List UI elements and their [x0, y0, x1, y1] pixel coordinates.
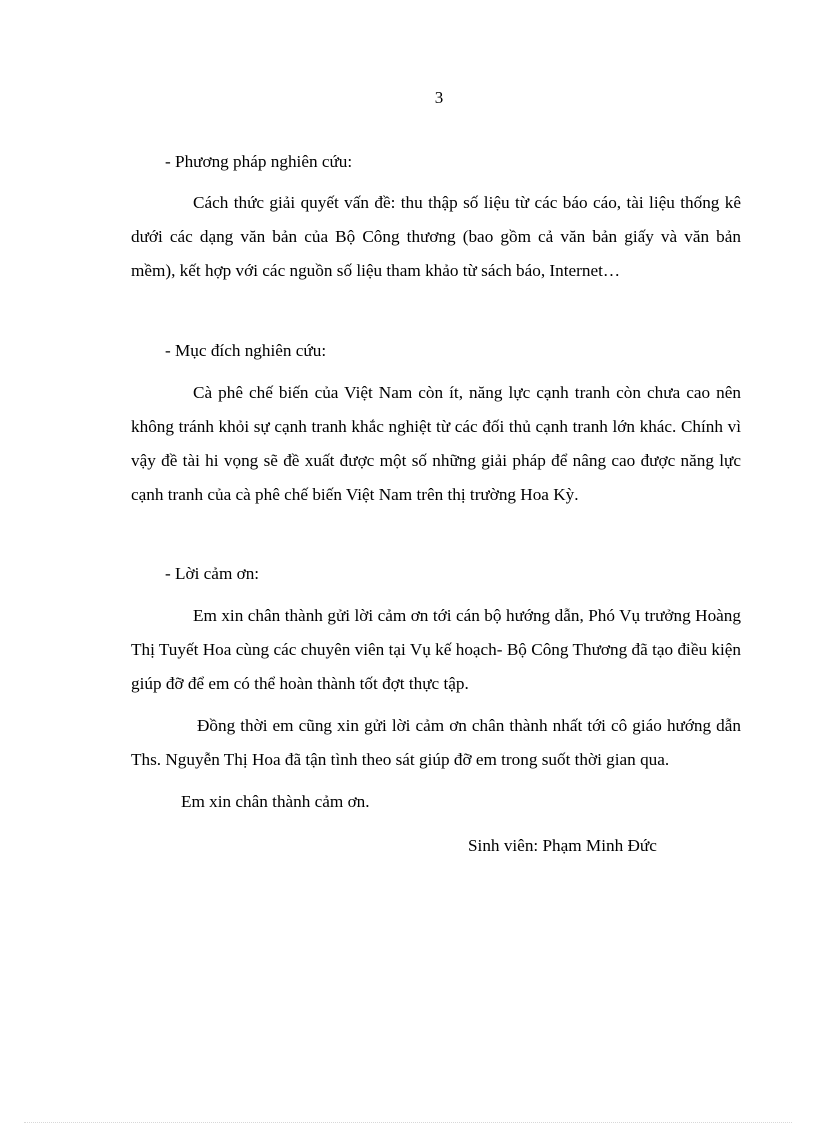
purpose-section [131, 376, 741, 512]
purpose-heading: - Mục đích nghiên cứu: [165, 341, 327, 360]
closing-line: Em xin chân thành cảm ơn. [181, 792, 370, 811]
thanks-section-2 [131, 709, 741, 777]
thanks-paragraph-2: Đồng thời em cũng xin gửi lời cảm ơn chân thành nhất tới cô giáo hướng dẫn Ths. Nguyễn Thị Hoa đã tận tình theo sát giúp đỡ em trong suốt thời gian qua. [131, 716, 741, 769]
purpose-paragraph: Cà phê chế biến của Việt Nam còn ít, năng lực cạnh tranh còn chưa cao nên không tránh khỏi sự cạnh tranh khắc nghiệt từ các đối thủ cạnh tranh lớn khác. Chính vì vậy đề tài hi vọng sẽ đề xuất được một số những giải pháp để nâng cao được năng lực cạnh tranh của cà phê chế biến Việt Nam trên thị trường Hoa Kỳ. [131, 383, 741, 504]
thanks-heading: - Lời cảm ơn: [165, 564, 260, 583]
signature: Sinh viên: Phạm Minh Đức [468, 836, 657, 855]
methods-section [131, 186, 741, 288]
thanks-section [131, 599, 741, 701]
page-number: 3 [434, 88, 444, 107]
methods-heading: - Phương pháp nghiên cứu: [165, 152, 353, 171]
methods-paragraph: Cách thức giải quyết vấn đề: thu thập số liệu từ các báo cáo, tài liệu thống kê dưới các dạng văn bản của Bộ Công thương (bao gồm cả văn bản giấy và văn bản mềm), kết hợp với các nguồn số liệu tham khảo từ sách báo, Internet… [131, 193, 741, 280]
thanks-paragraph-1: Em xin chân thành gửi lời cảm ơn tới cán bộ hướng dẫn, Phó Vụ trưởng Hoàng Thị Tuyết Hoa cùng các chuyên viên tại Vụ kế hoạch- Bộ Công Thương đã tạo điều kiện giúp đỡ để em có thể hoàn thành tốt đợt thực tập. [131, 606, 741, 693]
